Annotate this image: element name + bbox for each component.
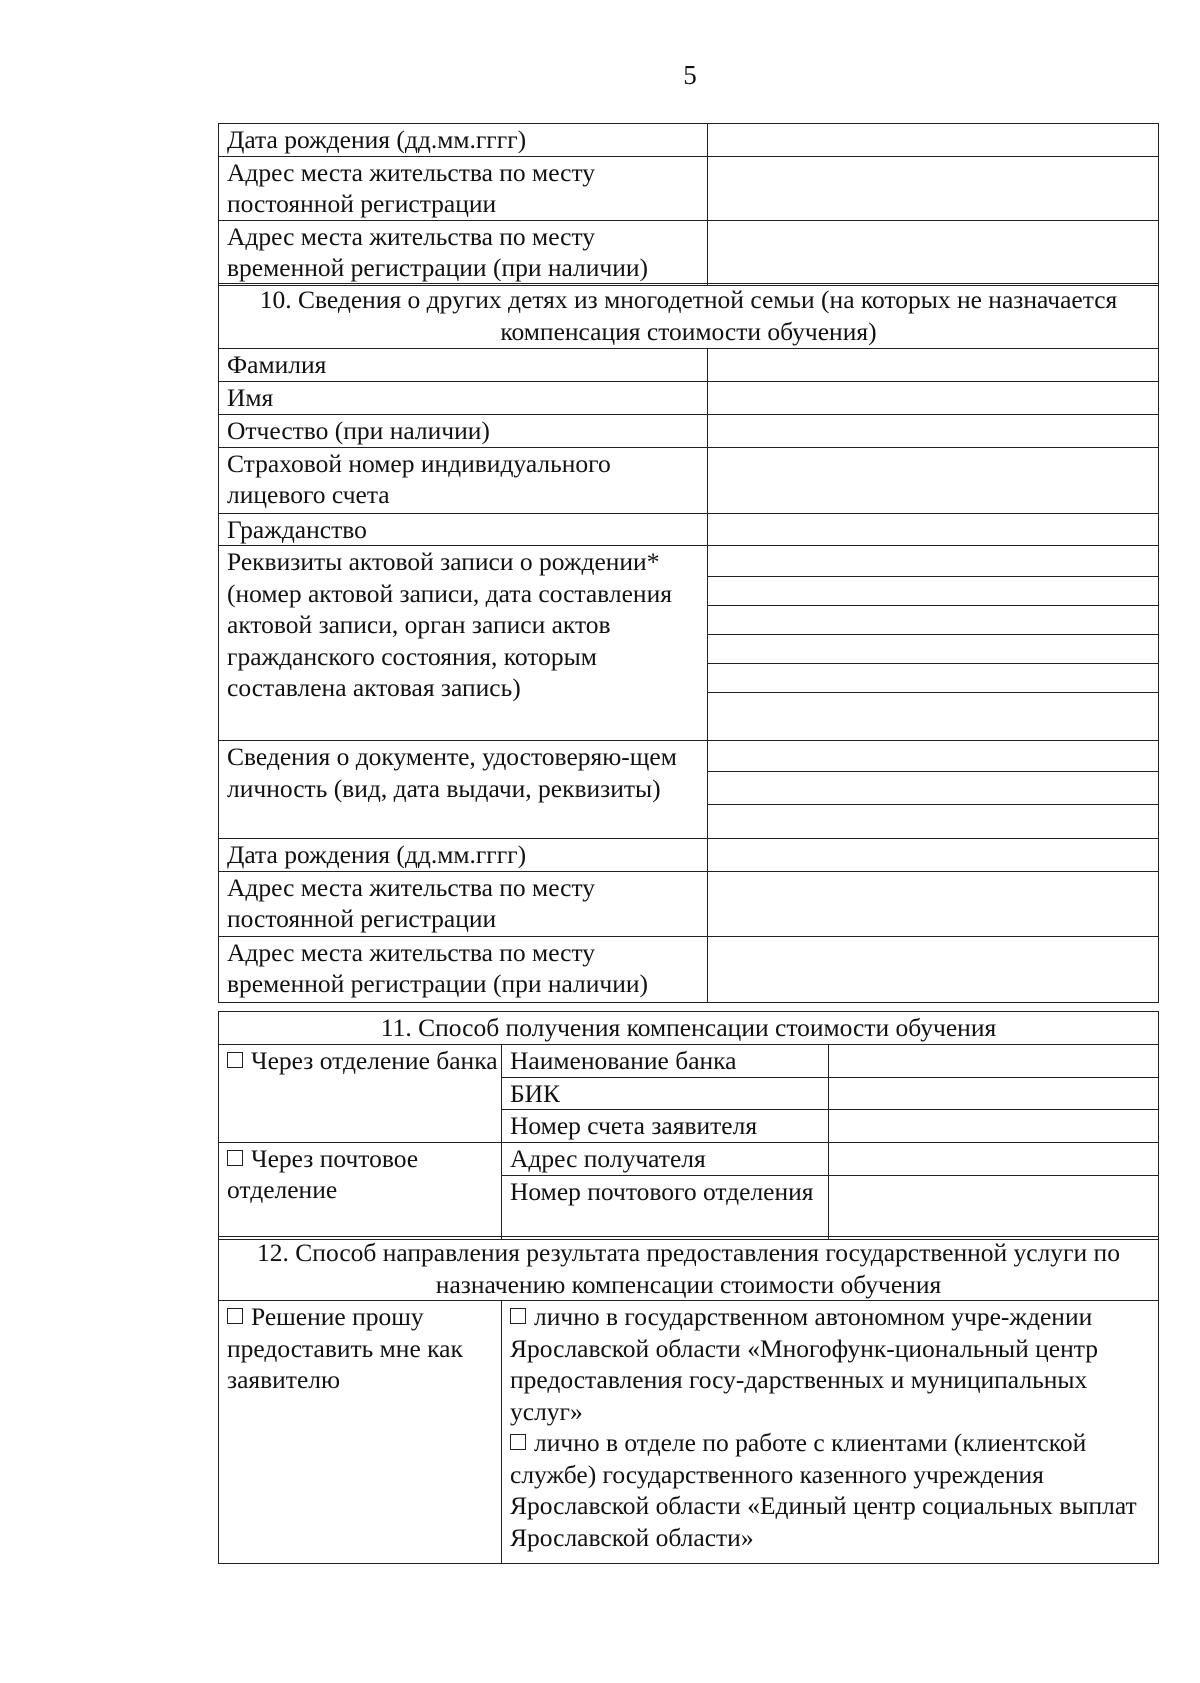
row-label: Дата рождения (дд.мм.гггг)	[219, 124, 708, 157]
value-field[interactable]	[708, 124, 1159, 157]
post-field-label: Адрес получателя	[502, 1142, 829, 1175]
post-option[interactable]	[219, 1142, 502, 1239]
checkbox[interactable]	[227, 1308, 243, 1324]
value-field[interactable]	[708, 381, 1159, 414]
value-field[interactable]	[829, 1142, 1159, 1175]
bank-field-label: Номер счета заявителя	[502, 1110, 829, 1143]
choice-mfc-label: лично в государственном автономном учре-ждении Ярославской области «Многофунк-циональный центр предоставления госу-дарственных и муниципальных услуг»	[510, 1302, 1098, 1426]
post-field-label: Номер почтового отделения	[502, 1175, 829, 1239]
row-label: Дата рождения (дд.мм.гггг)	[219, 839, 708, 872]
value-field[interactable]	[829, 1110, 1159, 1143]
post-option-label: Через почтовое отделение	[227, 1143, 419, 1204]
value-field[interactable]	[708, 839, 1159, 872]
value-line[interactable]	[708, 772, 1158, 805]
value-line[interactable]	[708, 693, 1158, 694]
checkbox[interactable]	[227, 1150, 243, 1166]
value-field[interactable]	[708, 220, 1159, 285]
value-field[interactable]	[708, 447, 1159, 513]
self-option[interactable]	[219, 1301, 502, 1564]
row-label: Имя	[219, 381, 708, 414]
page-number: 5	[683, 60, 697, 90]
section11-table	[218, 1011, 1159, 1240]
value-line[interactable]	[708, 606, 1158, 635]
row-label: Сведения о документе, удостоверяю-щем личность (вид, дата выдачи, реквизиты)	[219, 741, 708, 839]
value-line[interactable]	[708, 741, 1158, 772]
value-field[interactable]	[708, 156, 1159, 220]
birth-record-fields	[708, 546, 1159, 741]
section11-title: 11. Способ получения компенсации стоимости обучения	[219, 1012, 1159, 1045]
row-label: Отчество (при наличии)	[219, 414, 708, 447]
choice-center-label: лично в отделе по работе с клиентами (клиентской службе) государственного казенного учреждения Ярославской области «Единый центр социальных выплат Ярославской области»	[510, 1428, 1137, 1552]
row-label: Страховой номер индивидуального лицевого счета	[219, 447, 708, 513]
value-field[interactable]	[708, 936, 1159, 1002]
value-field[interactable]	[708, 871, 1159, 936]
section12-title: 12. Способ направления результата предоставления государственной услуги по назначению компенсации стоимости обучения	[219, 1237, 1159, 1301]
value-field[interactable]	[708, 513, 1159, 546]
self-option-label: Решение прошу предоставить мне как заявителю	[227, 1302, 463, 1394]
row-label: Гражданство	[219, 513, 708, 546]
row-label: Адрес места жительства по месту постоянной регистрации	[219, 871, 708, 936]
row-label: Адрес места жительства по месту временной регистрации (при наличии)	[219, 936, 708, 1002]
row-label: Реквизиты актовой записи о рождении* (номер актовой записи, дата составления актовой записи, орган записи актов гражданского состояния, которым составлена актовая запись)	[219, 546, 708, 741]
checkbox[interactable]	[227, 1052, 243, 1068]
value-field[interactable]	[708, 349, 1159, 382]
value-line[interactable]	[708, 635, 1158, 664]
choice-center[interactable]	[510, 1427, 1158, 1553]
value-field[interactable]	[829, 1175, 1159, 1239]
value-line[interactable]	[708, 664, 1158, 693]
section10-title: 10. Сведения о других детях из многодетной семьи (на которых не назначается компенсация стоимости обучения)	[219, 284, 1159, 349]
row-label: Адрес места жительства по месту временной регистрации (при наличии)	[219, 220, 708, 285]
value-line[interactable]	[708, 577, 1158, 606]
value-field[interactable]	[708, 414, 1159, 447]
section12-table	[218, 1236, 1159, 1564]
bank-option-label: Через отделение банка	[251, 1045, 498, 1075]
row-label: Фамилия	[219, 349, 708, 382]
section10-table	[218, 283, 1159, 1003]
value-line[interactable]	[708, 805, 1158, 806]
value-line[interactable]	[708, 546, 1158, 577]
row-label: Адрес места жительства по месту постоянной регистрации	[219, 156, 708, 220]
bank-field-label: Наименование банка	[502, 1044, 829, 1077]
value-field[interactable]	[829, 1077, 1159, 1110]
bank-field-label: БИК	[502, 1077, 829, 1110]
identity-doc-fields	[708, 741, 1159, 839]
delivery-choices	[502, 1301, 1159, 1564]
value-field[interactable]	[829, 1044, 1159, 1077]
choice-mfc[interactable]	[510, 1301, 1158, 1427]
bank-option[interactable]	[219, 1044, 502, 1142]
checkbox[interactable]	[510, 1308, 526, 1324]
child-tail-table	[218, 123, 1159, 286]
checkbox[interactable]	[510, 1434, 526, 1450]
